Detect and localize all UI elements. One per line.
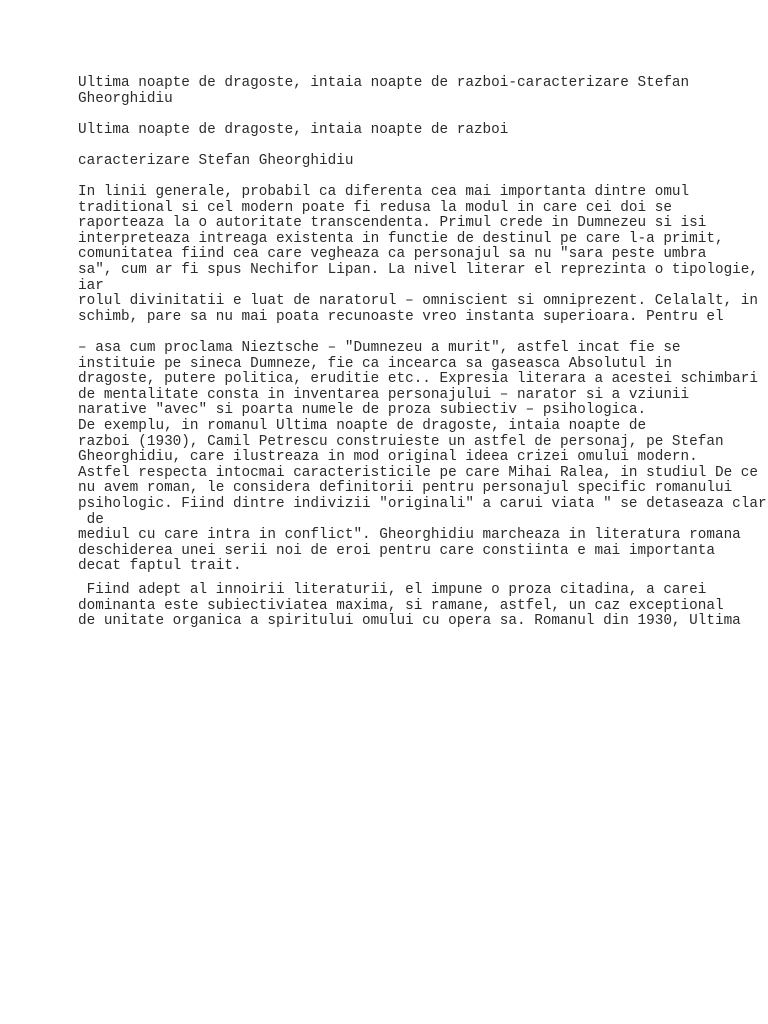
- title-line-2: Gheorghidiu: [78, 90, 173, 107]
- paragraph-line: de unitate organica a spiritului omului cu opera sa. Romanul din 1930, Ultima: [78, 613, 741, 630]
- document-title: [78, 76, 689, 107]
- paragraph-line: narative "avec" si poarta numele de proza subiectiv – psihologica.: [78, 402, 647, 419]
- paragraph-line: Gheorghidiu, care ilustreaza in mod original ideea crizei omului modern.: [78, 449, 698, 466]
- paragraph-line: dominanta este subiectiviatea maxima, si ramane, astfel, un caz exceptional: [78, 597, 724, 614]
- paragraph-line: traditional si cel modern poate fi redusa la modul in care cei doi se: [78, 199, 672, 216]
- paragraph-line: Fiind adept al innoirii literaturii, el impune o proza citadina, a carei: [78, 582, 707, 598]
- paragraph-line: nu avem roman, le considera definitorii pentru personajul specific romanului: [78, 480, 733, 497]
- paragraph-line: rolul divinitatii e luat de naratorul – omniscient si omniprezent. Celalalt, in: [78, 293, 759, 310]
- paragraph-line: de mentalitate consta in inventarea personajului – narator si a vziunii: [78, 386, 690, 403]
- paragraph-line: de: [78, 511, 104, 528]
- paragraph-line: interpreteaza intreaga existenta in functie de destinul pe care l-a primit,: [78, 230, 724, 247]
- paragraph-line: decat faptul trait.: [78, 558, 242, 575]
- paragraph-line: raporteaza la o autoritate transcendenta. Primul crede in Dumnezeu si isi: [78, 215, 707, 232]
- paragraph-line: iar: [78, 277, 104, 294]
- paragraph-line: sa", cum ar fi spus Nechifor Lipan. La nivel literar el reprezinta o tipologie,: [78, 261, 759, 278]
- body-paragraph-1: [78, 185, 758, 325]
- document-subheading: [78, 154, 353, 170]
- body-paragraph-3: [78, 583, 741, 630]
- paragraph-line: comunitatea fiind cea care vegheaza ca personajul sa nu "sara peste umbra: [78, 246, 707, 263]
- paragraph-line: mediul cu care intra in conflict". Gheorghidiu marcheaza in literatura romana: [78, 527, 741, 544]
- paragraph-line: razboi (1930), Camil Petrescu construieste un astfel de personaj, pe Stefan: [78, 433, 724, 450]
- paragraph-line: dragoste, putere politica, eruditie etc.. Expresia literara a acestei schimbari: [78, 371, 759, 388]
- body-paragraph-2: [78, 341, 767, 575]
- paragraph-line: deschiderea unei serii noi de eroi pentru care constiinta e mai importanta: [78, 542, 715, 559]
- paragraph-line: schimb, pare sa nu mai poata recunoaste vreo instanta superioara. Pentru el: [78, 308, 724, 325]
- paragraph-line: De exemplu, in romanul Ultima noapte de dragoste, intaia noapte de: [78, 417, 647, 434]
- paragraph-line: instituie pe sineca Dumneze, fie ca incearca sa gaseasca Absolutul in: [78, 355, 672, 372]
- paragraph-line: psihologic. Fiind dintre indivizii "originali" a carui viata " se detaseaza clar: [78, 495, 767, 512]
- paragraph-line: In linii generale, probabil ca diferenta cea mai importanta dintre omul: [78, 184, 690, 200]
- paragraph-line: – asa cum proclama Nieztsche – "Dumnezeu a murit", astfel incat fie se: [78, 340, 681, 356]
- title-line-1: Ultima noapte de dragoste, intaia noapte de razboi-caracterizare Stefan: [78, 75, 690, 91]
- paragraph-line: Astfel respecta intocmai caracteristicile pe care Mihai Ralea, in studiul De ce: [78, 464, 759, 481]
- document-heading: [78, 123, 508, 139]
- subheading-line: caracterizare Stefan Gheorghidiu: [78, 153, 354, 169]
- heading-line: Ultima noapte de dragoste, intaia noapte de razboi: [78, 122, 509, 138]
